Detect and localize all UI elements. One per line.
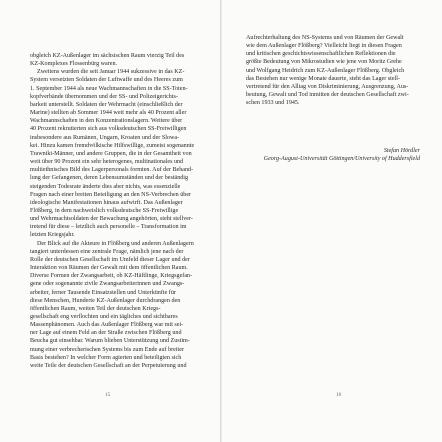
text-line: schen 1933 und 1945. <box>246 100 300 107</box>
text-line: das Bestehen nur wenige Monate dauerte, steht das Lager stell- <box>246 75 400 82</box>
text-line: wie dem Außenlager Flößberg? Vielleicht liegt in diesen Fragen <box>246 43 402 50</box>
text-line: Diverse Formen der Zwangsarbeit, ob KZ-Häftlinge, Kriegsgefan- <box>30 273 193 280</box>
text-line: Aufrechterhaltung des NS-Systems und von Räumen der Gewalt <box>246 35 404 41</box>
text-line: Flößberg, in dem nachweislich volksdeutsche SS-Freiwillige <box>30 207 179 214</box>
author-signature: Stefan Hördler <box>383 148 420 154</box>
text-line: öffentlichen Raum, weiten Teil der deutschen Kriegs- <box>30 305 161 312</box>
text-line: KZ-Komplexes Flossenbürg waren. <box>30 61 118 68</box>
text-line: Trawniki-Männer, und andere Gruppen, die in der Gesamtheit von <box>30 150 192 157</box>
text-line: kopfverbände übernommen und der SS- und Polizeigerichts- <box>30 93 178 100</box>
text-line: steigenden Todesrate änderte dies aber nichts, was essenzielle <box>30 183 181 190</box>
text-line: Basis bestehen? In welcher Form agierten und beteiligten sich <box>30 354 182 361</box>
text-line: weite Teile der deutschen Gesellschaft an der Perpetuierung und <box>30 362 187 369</box>
text-line: weit über 90 Prozent ein sehr heterogenes, multinationales und <box>30 159 184 166</box>
text-line: kei. Hinzu kamen fremdvölkische Hilfswillige, zumeist sogenannte <box>30 142 195 149</box>
text-line: insbesondere aus Rumänen, Ungarn, Kroaten und der Slowa- <box>30 134 180 141</box>
text-line: gene oder sogenannte zivile Zwangsarbeiterinnen und Zwangs- <box>30 281 185 288</box>
text-line: Marine) stellten ab Sommer 1944 weit mehr als 40 Prozent aller <box>30 110 187 117</box>
text-line: Fragen nach einer breiten Beteiligung an den NS-Verbrechen über <box>30 191 192 198</box>
text-line: obgleich KZ-Außenlager im sächsischen Raum vierzig Teil des <box>30 53 185 59</box>
left-page <box>0 0 220 442</box>
text-line: Zweitens wurden die seit Januar 1944 sukzessive in das KZ- <box>37 69 185 76</box>
text-line: arbeiter, ferner Tausende Einsatzstellen und Unterkünfte für <box>30 289 176 296</box>
text-line: tangiert unterdessen eine zentrale Frage, nämlich jene nach der <box>30 248 184 255</box>
left-page-text <box>30 52 200 370</box>
text-line: lung der Gefangenen, deren Lebensumständen und der beständig <box>30 175 189 182</box>
page-number: 15 <box>105 392 111 398</box>
text-line: beutung, Gewalt und Tod inmitten der deutschen Gesellschaft zwi- <box>246 92 409 99</box>
text-line: letzten Kriegsjahr. <box>30 232 75 239</box>
text-line: vertretend für den Alltag von Diskriminierung, Ausgrenzung, Aus- <box>246 83 409 90</box>
text-line: ideologische Manifestationen hinaus aufwirft. Das Außenlager <box>30 199 183 206</box>
text-line: tretend für diese – letztlich auch personelle – Transformation im <box>30 224 187 231</box>
text-line: Massenphänomen. Auch das Außenlager Flößberg war mit sei- <box>30 322 184 329</box>
text-line: 1. September 1944 als neue Wachmannschaften in die SS-Toten- <box>30 85 188 92</box>
text-line: diese Menschen, Hunderte KZ-Außenlager durchdrangen den <box>30 297 181 304</box>
text-line: und kritischen geschichtswissenschaftlichen Reflektionen die <box>246 51 396 58</box>
text-line: Wachmannschaften in den Konzentrationslagern. Weitere über <box>30 118 183 125</box>
text-line: Beucha gut einsehbar. Warum blieben Unterstützung und Zustim- <box>30 338 190 345</box>
text-line: multiethnisches Bild des Lagerpersonals formten. Auf der Behand- <box>30 167 194 174</box>
text-line: Rolle der deutschen Gesellschaft im Umfeld dieser Lager und der <box>30 256 190 263</box>
text-line: mung einer verbrecherischen Systems bis zum Ende auf breiter <box>30 346 184 353</box>
text-line: und Wolfgang Heidrich zum KZ-Außenlager Flößberg. Obgleich <box>246 67 405 74</box>
text-line: 40 Prozent rekrutierten sich aus volksdeutschen SS-Freiwilligen <box>30 126 187 133</box>
text-line: Interaktion von Räumen der Gewalt mit dem öffentlichen Raum. <box>30 265 188 272</box>
right-page <box>222 0 442 442</box>
text-line: System versetzten Soldaten der Luftwaffe und des Heeres zum <box>30 77 183 84</box>
text-line: barkeit unterstellt. Soldaten der Wehrmacht (einschließlich der <box>30 101 183 108</box>
author-affiliation: Georg-August-Universität Göttingen/University of Huddersfield <box>263 156 420 162</box>
text-line: ner Lage auf einem Feld an der Straße zwischen Flößberg und <box>30 330 182 337</box>
page-number: 16 <box>336 392 342 398</box>
text-line: Der Blick auf die Akteure in Flößberg und anderen Außenlagern <box>37 240 194 247</box>
text-line: größte Bedeutung von Mikrostudien wie jene von Moritz Grehe <box>246 59 402 66</box>
text-line: und Wehrmachtsoldaten der Bewachung angehörten, steht stellver- <box>30 216 193 223</box>
text-line: gesellschaft eng verflochten und ein tägliches und sichtbares <box>30 314 178 320</box>
right-page-text <box>246 34 420 107</box>
